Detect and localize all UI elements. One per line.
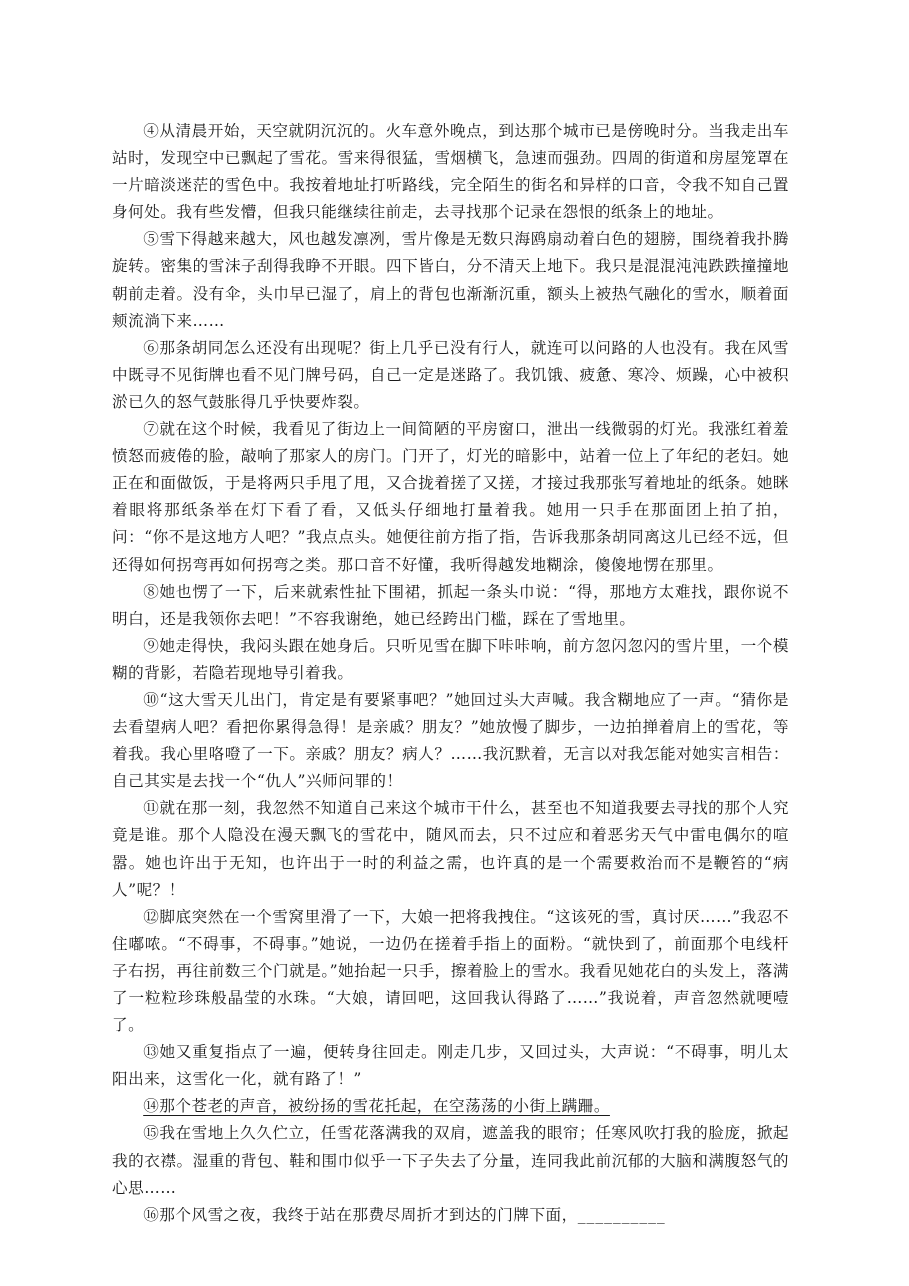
paragraph-16	[112, 1202, 789, 1229]
paragraph-8: ⑧她也愣了一下，后来就索性扯下围裙，抓起一条头巾说：“得，那地方太难找，跟你说不明白，还是我领你去吧！”不容我谢绝，她已经跨出门槛，踩在了雪地里。	[112, 582, 789, 628]
paragraph-15: ⑮我在雪地上久久伫立，任雪花落满我的双肩，遮盖我的眼帘；任寒风吹打我的脸庞，掀起我的衣襟。湿重的背包、鞋和围巾似乎一下子失去了分量，连同我此前沉郁的大脑和满腹怒气的心思……	[112, 1124, 789, 1197]
paragraph-12: ⑫脚底突然在一个雪窝里滑了一下，大娘一把将我拽住。“这该死的雪，真讨厌……”我忍不住嘟哝。“不碍事，不碍事。”她说，一边仍在搓着手指上的面粉。“就快到了，前面那个电线杆子右拐，再往前数三个门就是。”她抬起一只手，擦着脸上的雪水。我看见她花白的头发上，落满了一粒粒珍珠般晶莹的水珠。“大娘，请回吧，这回我认得路了……”我说着，声音忽然就哽噎了。	[112, 907, 789, 1035]
paragraph-16-text: ⑯那个风雪之夜，我终于站在那费尽周折才到达的门牌下面，	[143, 1205, 578, 1224]
paragraph-10: ⑩“这大雪天儿出门，肯定是有要紧事吧？”她回过头大声喊。我含糊地应了一声。“猜你是去看望病人吧？看把你累得急得！是亲戚？朋友？”她放慢了脚步，一边拍掸着肩上的雪花，等着我。我心里咯噔了一下。亲戚？朋友？病人？……我沉默着，无言以对我怎能对她实言相告：自己其实是去找一个“仇人”兴师问罪的！	[112, 690, 789, 791]
paragraph-14	[112, 1093, 789, 1120]
paragraph-9: ⑨她走得快，我闷头跟在她身后。只听见雪在脚下咔咔响，前方忽闪忽闪的雪片里，一个模糊的背影，若隐若现地导引着我。	[112, 636, 789, 682]
paragraph-11: ⑪就在那一刻，我忽然不知道自己来这个城市干什么，甚至也不知道我要去寻找的那个人究竟是谁。那个人隐没在漫天飘飞的雪花中，随风而去，只不过应和着恶劣天气中雷电偶尔的喧嚣。她也许出于无知，也许出于一时的利益之需，也许真的是一个需要救治而不是鞭笞的“病人”呢？！	[112, 799, 789, 899]
fill-in-blank: __________	[577, 1205, 666, 1224]
paragraph-13: ⑬她又重复指点了一遍，便转身往回走。刚走几步，又回过头，大声说：“不碍事，明儿太阳出来，这雪化一化，就有路了！”	[112, 1043, 789, 1089]
paragraph-7: ⑦就在这个时候，我看见了街边上一间简陋的平房窗口，泄出一线微弱的灯光。我涨红着羞愤怒而疲倦的脸，敲响了那家人的房门。门开了，灯光的暗影中，站着一位上了年纪的老妇。她正在和面做饭，于是将两只手甩了甩，又合拢着搓了又搓，才接过我那张写着地址的纸条。她眯着眼将那纸条举在灯下看了看，又低头仔细地打量着我。她用一只手在那面团上拍了拍，问：“你不是这地方人吧？”我点点头。她便往前方指了指，告诉我那条胡同离这儿已经不远，但还得如何拐弯再如何拐弯之类。那口音不好懂，我听得越发地糊涂，傻傻地愣在那里。	[112, 420, 789, 574]
underlined-sentence: ⑭那个苍老的声音，被纷扬的雪花托起，在空荡荡的小街上蹒跚。	[143, 1097, 610, 1116]
paragraph-5: ⑤雪下得越来越大，风也越发凛冽，雪片像是无数只海鸥扇动着白色的翅膀，围绕着我扑腾旋转。密集的雪沫子刮得我睁不开眼。四下皆白，分不清天上地下。我只是混混沌沌跌跌撞撞地朝前走着。没有伞，头巾早已湿了，肩上的背包也渐渐沉重，额头上被热气融化的雪水，顺着面颊流淌下来……	[112, 230, 789, 330]
paragraph-4: ④从清晨开始，天空就阴沉沉的。火车意外晚点，到达那个城市已是傍晚时分。当我走出车站时，发现空中已飘起了雪花。雪来得很猛，雪烟横飞，急速而强劲。四周的街道和房屋笼罩在一片暗淡迷茫的雪色中。我按着地址打听路线，完全陌生的街名和异样的口音，令我不知自己置身何处。我有些发懵，但我只能继续往前走，去寻找那个记录在怨恨的纸条上的地址。	[112, 122, 789, 222]
paragraph-6: ⑥那条胡同怎么还没有出现呢？街上几乎已没有行人，就连可以问路的人也没有。我在风雪中既寻不见街牌也看不见门牌号码，自己一定是迷路了。我饥饿、疲惫、寒冷、烦躁，心中被积淤已久的怒气鼓胀得几乎快要炸裂。	[112, 338, 789, 411]
